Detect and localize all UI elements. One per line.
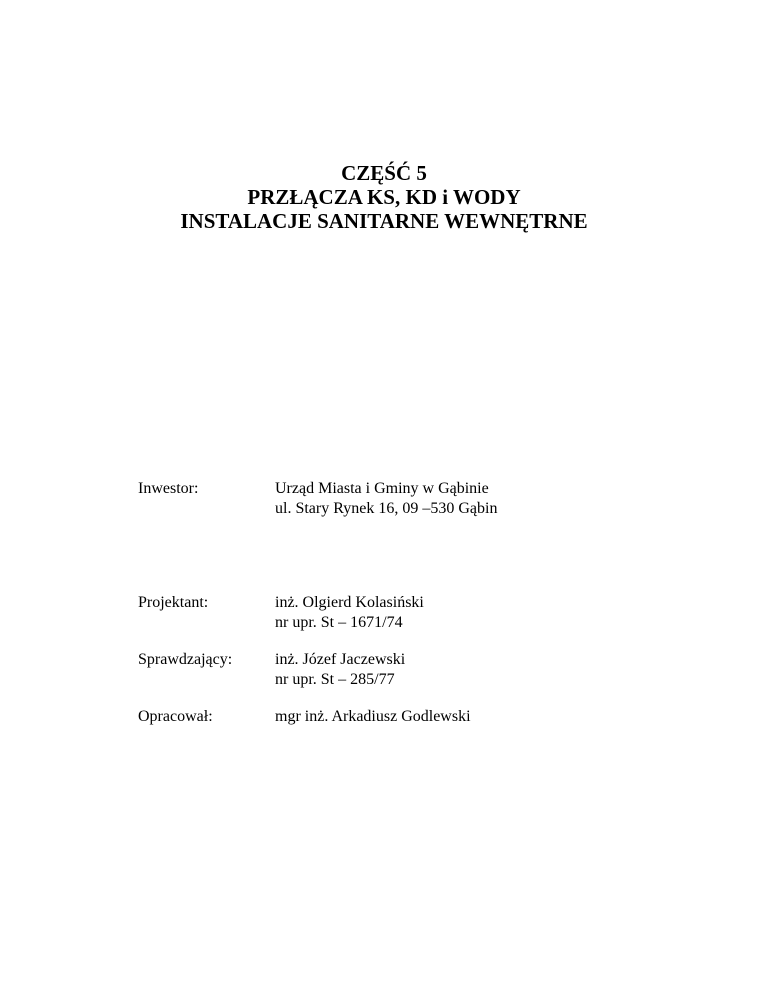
verifier-label: Sprawdzający:: [138, 651, 233, 668]
verifier-value: [275, 650, 405, 690]
designer-label: Projektant:: [138, 594, 209, 611]
title-part-number: CZĘŚĆ 5: [341, 161, 427, 185]
verifier-name: inż. Józef Jaczewski: [275, 651, 406, 668]
document-title: [0, 161, 768, 233]
designer-value: [275, 593, 424, 633]
author-name: mgr inż. Arkadiusz Godlewski: [275, 708, 471, 725]
investor-address: ul. Stary Rynek 16, 09 –530 Gąbin: [275, 500, 498, 517]
author-label: Opracował:: [138, 708, 213, 725]
verifier-license: nr upr. St – 285/77: [275, 671, 395, 688]
designer-license: nr upr. St – 1671/74: [275, 614, 403, 631]
title-scope: INSTALACJE SANITARNE WEWNĘTRNE: [180, 209, 588, 233]
title-subject: PRZŁĄCZA KS, KD i WODY: [247, 185, 521, 209]
investor-name: Urząd Miasta i Gminy w Gąbinie: [275, 480, 489, 497]
investor-value: [275, 479, 497, 519]
designer-name: inż. Olgierd Kolasiński: [275, 594, 424, 611]
author-value: [275, 707, 471, 727]
investor-label: Inwestor:: [138, 480, 199, 497]
